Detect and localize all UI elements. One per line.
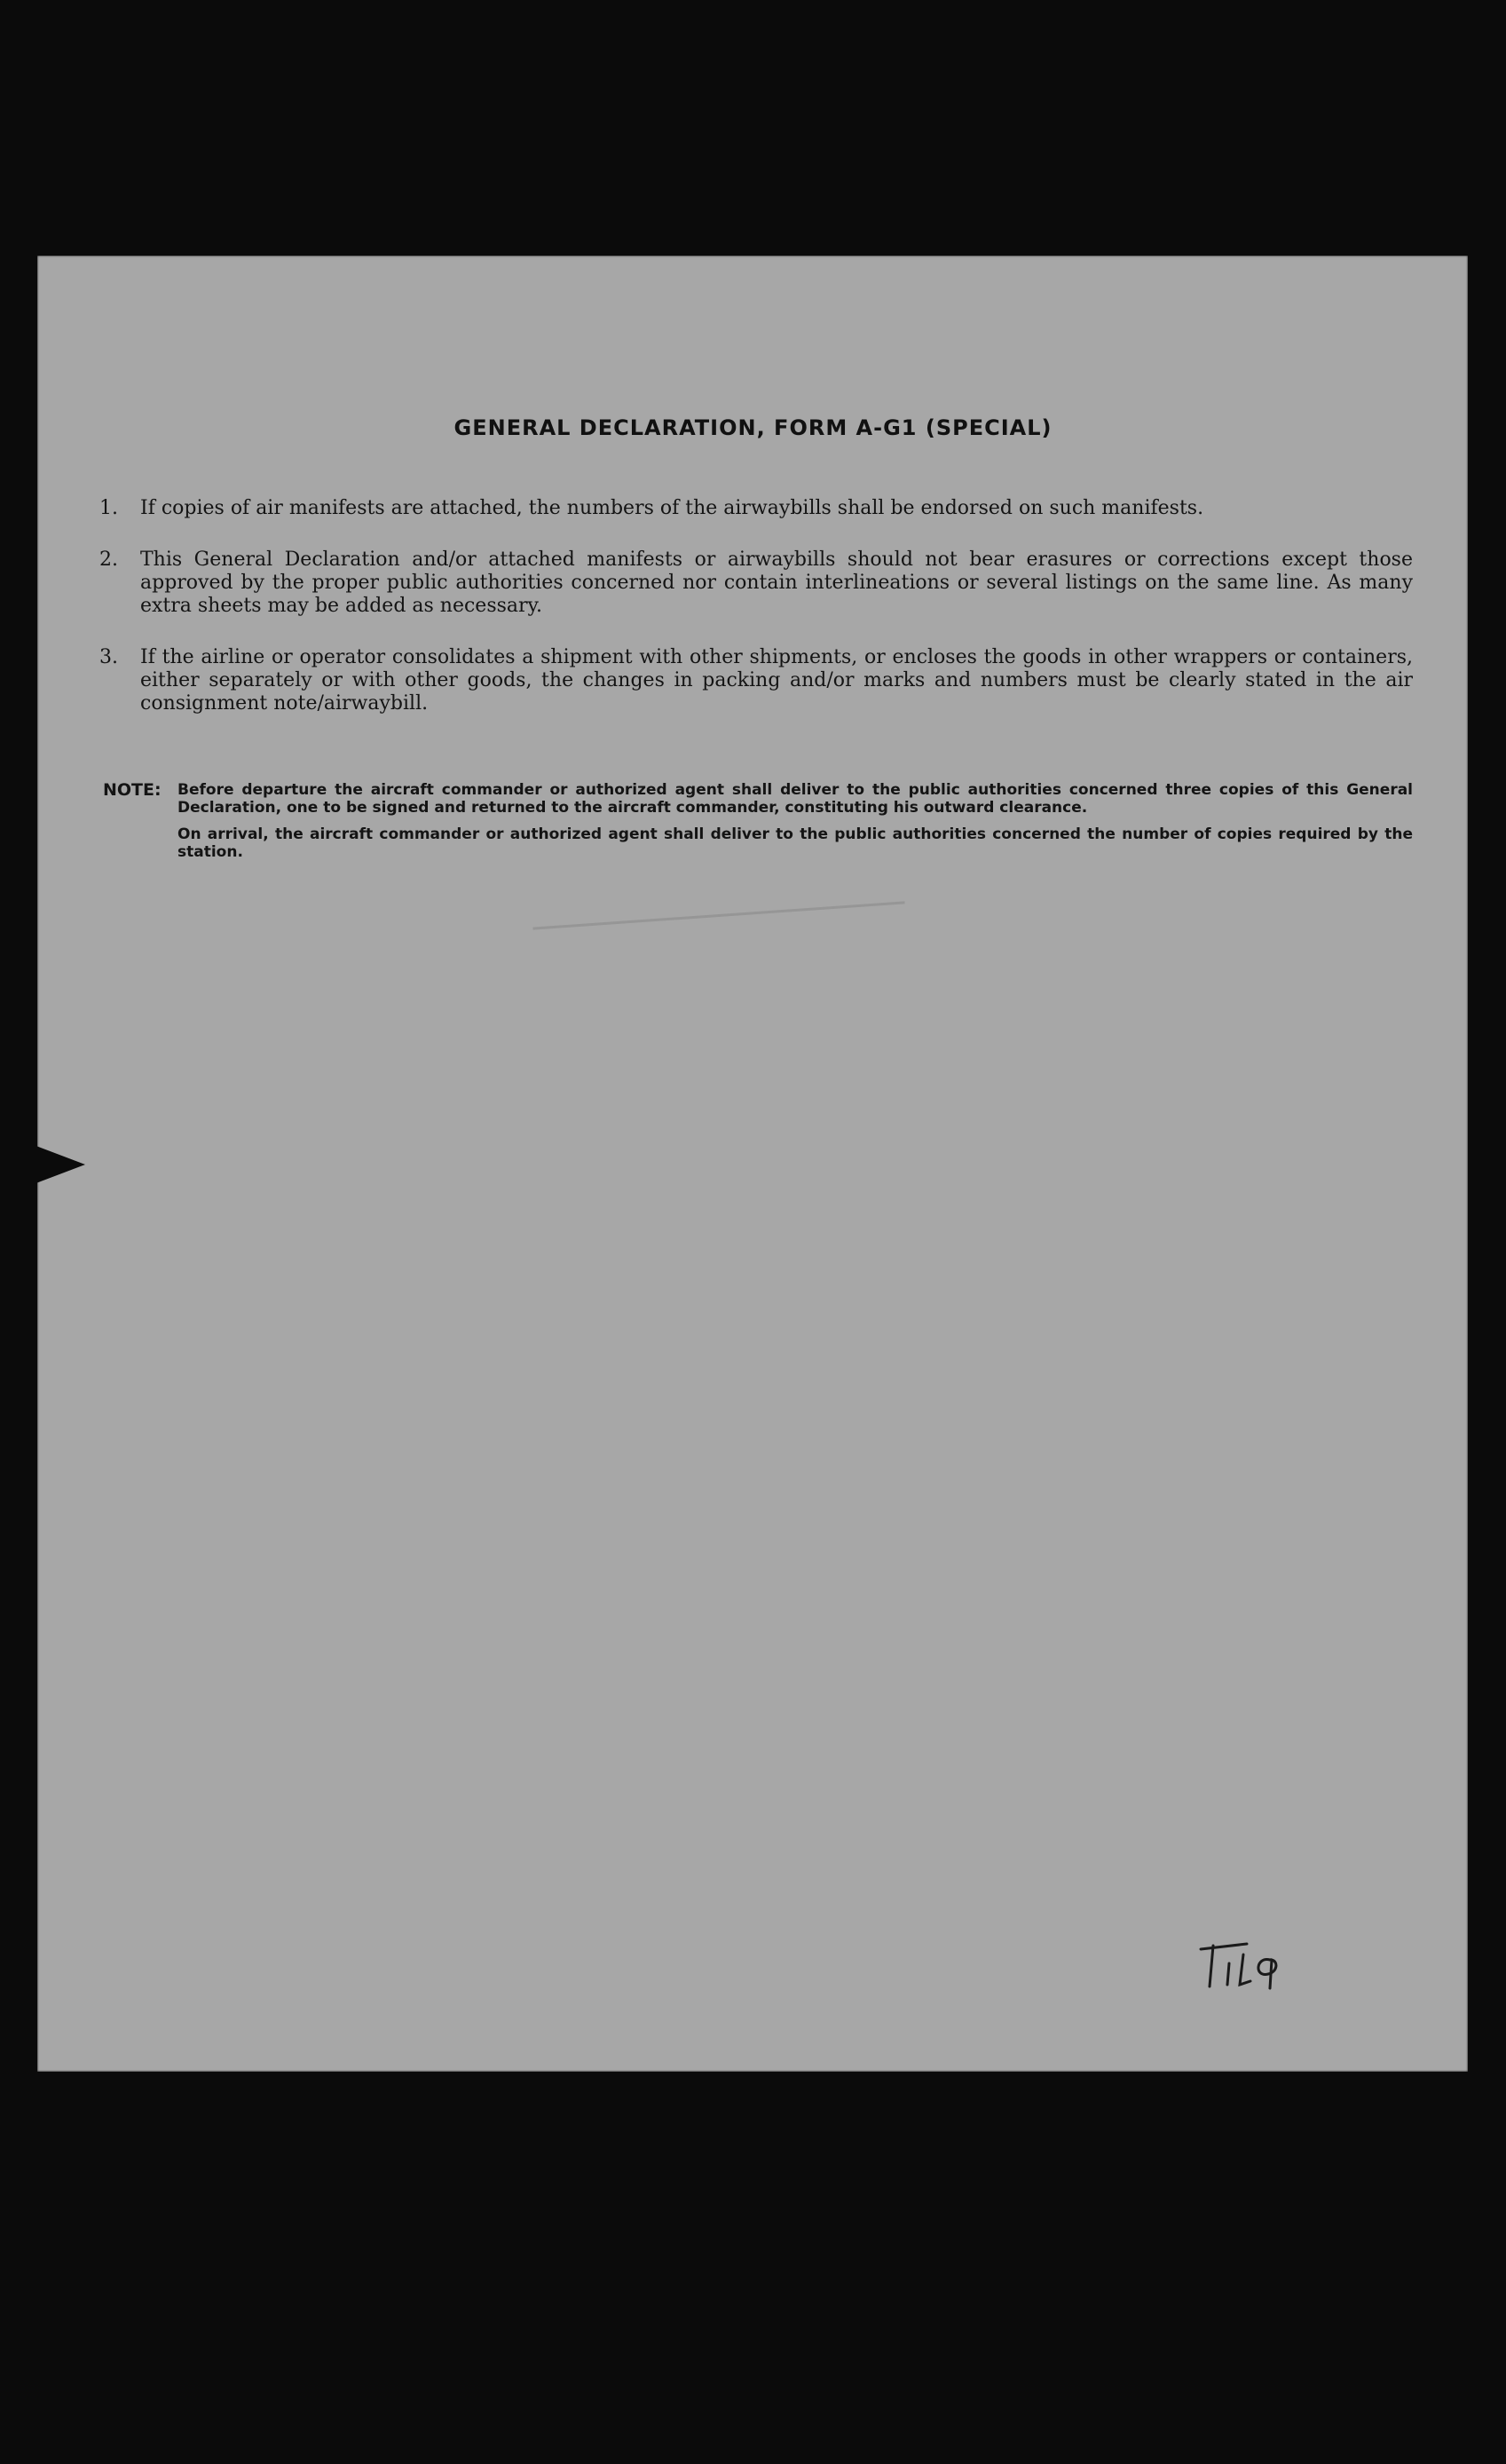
note-body [177, 781, 1413, 870]
torn-edge [34, 1145, 85, 1184]
item-text: If the airline or operator consolidates a shipment with other shipments, or encloses the goods in other wrappers or containers, either separately or with other goods, the changes in packing and/or marks and numbers must be clearly stated in the air consignment note/airwaybill. [140, 646, 1413, 715]
list-item [99, 497, 1413, 520]
note-row [103, 781, 1413, 870]
handwritten-mark [1194, 1933, 1327, 2000]
handwritten-mark-drawing [1194, 1933, 1327, 1995]
list-item [99, 549, 1413, 618]
item-text: This General Declaration and/or attached manifests or airwaybills should not bear erasures or corrections except those approved by the proper public authorities concerned nor contain interlineations or several listings on the same line. As many extra sheets may be added as necessary. [140, 549, 1413, 617]
note-block [103, 781, 1413, 870]
list-item [99, 646, 1413, 715]
note-paragraph: On arrival, the aircraft commander or authorized agent shall deliver to the public authorities concerned the number of copies required by the station. [177, 825, 1413, 861]
item-number: 2. [99, 549, 118, 571]
item-text: If copies of air manifests are attached, the numbers of the airwaybills shall be endorsed on such manifests. [140, 497, 1204, 519]
instruction-list [99, 497, 1413, 744]
note-label: NOTE: [103, 780, 162, 800]
item-number: 3. [99, 646, 118, 668]
note-paragraph: Before departure the aircraft commander or authorized agent shall deliver to the public authorities concerned three copies of this General Declaration, one to be signed and returned to the aircraft commander, constituting his outward clearance. [177, 781, 1413, 817]
item-number: 1. [99, 497, 118, 519]
document-title: GENERAL DECLARATION, FORM A-G1 (SPECIAL) [453, 415, 1053, 440]
